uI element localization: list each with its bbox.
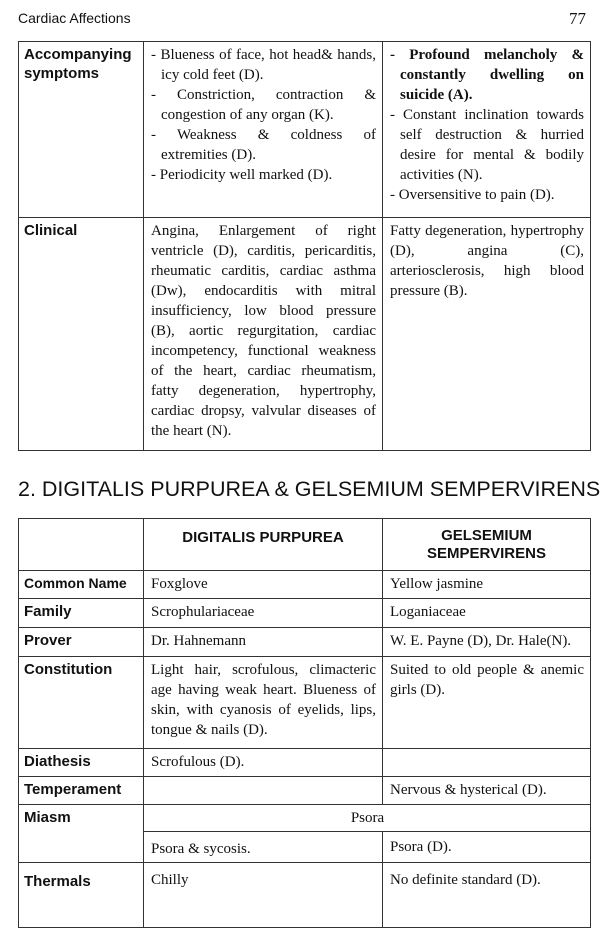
- list-item: - Blueness of face, hot head& hands, icy cold feet (D).: [151, 45, 376, 85]
- cell-col3: Psora (D).: [383, 832, 591, 863]
- comparison-table: [18, 518, 591, 928]
- table-row: [19, 805, 591, 832]
- section-title: 2. DIGITALIS PURPUREA & GELSEMIUM SEMPERVIRENS: [18, 477, 600, 501]
- cell-shared: Psora: [144, 805, 591, 832]
- cell-col2: Scrophulariaceae: [144, 599, 383, 628]
- list-item: - Periodicity well marked (D).: [151, 165, 376, 185]
- cell-col2: [144, 777, 383, 805]
- list-item: - Profound melancholy & constantly dwelling on suicide (A).: [390, 45, 584, 105]
- cell-col2: Scrofulous (D).: [144, 749, 383, 777]
- list-item: - Weakness & coldness of extremities (D).: [151, 125, 376, 165]
- cell-col2: Foxglove: [144, 571, 383, 599]
- cell-col3: Fatty degeneration, hypertrophy (D), angina (C), arteriosclerosis, high blood pressure (B).: [383, 218, 591, 451]
- table-row: [19, 218, 591, 451]
- cell-col3: W. E. Payne (D), Dr. Hale(N).: [383, 628, 591, 657]
- row-label: Family: [19, 599, 144, 628]
- table-row: [19, 571, 591, 599]
- table-row: [19, 777, 591, 805]
- cell-col3: No definite standard (D).: [383, 863, 591, 928]
- table-row: [19, 657, 591, 749]
- cell-col3: [383, 749, 591, 777]
- table-row: [19, 42, 591, 218]
- cell-col2: Angina, Enlargement of right ventricle (D), carditis, pericarditis, rheumatic carditis, cardiac asthma (Dw), endocarditis with mitral insufficiency, low blood pressure (B), aortic regurgitation, cardiac incompetency, functional weakness of the heart, cardiac rheumatism, fatty degeneration, hypertrophy, cardiac dropsy, valvular diseases of the heart (N).: [144, 218, 383, 451]
- cell-col2: [144, 42, 383, 218]
- list-item: - Constant inclination towards self destruction & hurried desire for mental & bodily activities (N).: [390, 105, 584, 185]
- row-label: Prover: [19, 628, 144, 657]
- row-label: Clinical: [19, 218, 144, 451]
- list-item: - Oversensitive to pain (D).: [390, 185, 584, 205]
- cell-col2: Dr. Hahnemann: [144, 628, 383, 657]
- table-row: [19, 628, 591, 657]
- comparison-table-continued: [18, 41, 591, 451]
- row-label: Thermals: [19, 863, 144, 928]
- list-item: - Constriction, contraction & congestion of any organ (K).: [151, 85, 376, 125]
- cell-col3: [383, 42, 591, 218]
- column-header: DIGITALIS PURPUREA: [144, 519, 383, 571]
- table-row: [19, 599, 591, 628]
- cell-col3: Yellow jasmine: [383, 571, 591, 599]
- table-row: [19, 863, 591, 928]
- row-label: Common Name: [19, 571, 144, 599]
- cell-col2: Chilly: [144, 863, 383, 928]
- row-label: Accompanying symptoms: [19, 42, 144, 218]
- cell-col2: Light hair, scrofulous, climacteric age having weak heart. Blueness of skin, with cyanosis of eyelids, lips, tongue & nails (D).: [144, 657, 383, 749]
- row-label: Miasm: [19, 805, 144, 863]
- page-header: [18, 10, 586, 30]
- row-label: Constitution: [19, 657, 144, 749]
- column-header: GELSEMIUM SEMPERVIRENS: [383, 519, 591, 571]
- cell-col3: Suited to old people & anemic girls (D).: [383, 657, 591, 749]
- page-number: 77: [569, 9, 586, 28]
- cell-col3: Nervous & hysterical (D).: [383, 777, 591, 805]
- running-head: Cardiac Affections: [18, 10, 131, 26]
- table-row: [19, 749, 591, 777]
- cell-col2: Psora & sycosis.: [144, 832, 383, 863]
- row-label: Diathesis: [19, 749, 144, 777]
- empty-header-cell: [19, 519, 144, 571]
- cell-col3: Loganiaceae: [383, 599, 591, 628]
- table-header-row: [19, 519, 591, 571]
- row-label: Temperament: [19, 777, 144, 805]
